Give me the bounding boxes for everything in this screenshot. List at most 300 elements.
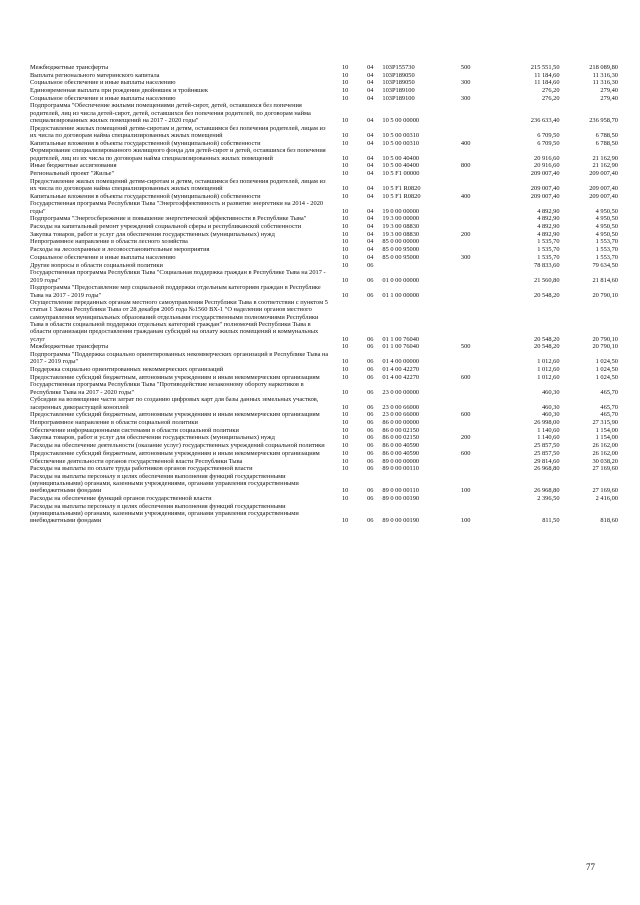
row-name: Социальное обеспечение и иные выплаты населению xyxy=(30,79,176,87)
row-amount-year2: 79 634,50 xyxy=(592,261,618,269)
row-name: Региональный проект "Жилье" xyxy=(30,170,115,178)
row-section: 10 xyxy=(341,419,349,427)
row-target-article: 103P155730 xyxy=(382,64,415,71)
row-section: 10 xyxy=(341,132,349,140)
row-amount-year1: 78 833,60 xyxy=(534,261,560,269)
row-amount-year2: 1 024,50 xyxy=(595,366,618,374)
row-expense-type xyxy=(461,223,499,231)
row-subsection: 04 xyxy=(367,94,374,102)
row-name: Государственная программа Республики Тыва "Противодействие незаконному обороту наркотиков в Республике Тыва на 2017 - 2020 годы" xyxy=(30,381,304,396)
row-target-article: 86 0 00 40590 xyxy=(382,442,420,450)
row-section: 10 xyxy=(341,215,349,223)
row-amount-year2: 27 169,60 xyxy=(592,465,618,473)
row-name: Предоставление субсидий бюджетным, автономным учреждениям и иным некоммерческим организациям xyxy=(30,449,320,457)
row-expense-type xyxy=(461,87,499,95)
row-amount-year2: 279,40 xyxy=(600,94,618,102)
row-subsection: 06 xyxy=(367,358,374,366)
row-section: 10 xyxy=(341,411,349,419)
table-row xyxy=(30,411,618,419)
row-expense-type xyxy=(461,427,499,435)
row-target-article: 23 0 00 66000 xyxy=(382,403,420,411)
table-row xyxy=(30,223,618,231)
row-amount-year1: 11 184,60 xyxy=(534,71,560,79)
row-name: Закупка товаров, работ и услуг для обеспечения государственных (муниципальных) нужд xyxy=(30,230,275,238)
row-expense-type xyxy=(461,215,499,223)
row-expense-type xyxy=(461,381,499,396)
row-amount-year1: 20 548,20 xyxy=(534,343,560,351)
row-subsection: 04 xyxy=(367,185,374,193)
row-amount-year2: 1 553,70 xyxy=(595,246,618,254)
row-section: 10 xyxy=(341,434,349,442)
row-section: 10 xyxy=(341,276,349,284)
row-amount-year2: 465,70 xyxy=(600,411,618,419)
row-amount-year2: 27 169,60 xyxy=(592,487,618,495)
row-subsection: 06 xyxy=(367,517,374,525)
row-amount-year1: 460,30 xyxy=(541,388,560,396)
row-expense-type xyxy=(461,495,499,503)
row-section: 10 xyxy=(341,403,349,411)
row-target-article: 89 0 00 00190 xyxy=(382,495,420,503)
row-subsection: 06 xyxy=(367,442,374,450)
table-row xyxy=(30,495,618,503)
table-row xyxy=(30,419,618,427)
row-section: 10 xyxy=(341,71,349,79)
row-subsection: 06 xyxy=(367,403,374,411)
row-amount-year1: 11 184,60 xyxy=(534,79,560,87)
row-expense-type xyxy=(461,170,499,178)
row-section: 10 xyxy=(341,207,349,215)
row-amount-year2: 1 154,00 xyxy=(595,434,618,442)
row-name: Осуществление переданных органам местного самоуправления Республики Тыва в соответствии с пунктом 5 статьи 1 Закона Республики Тыва от 28 декабря 2005 года №1560 ВХ-1 "О наделении органов местного самоуправления муниципальных образований отдельными государственными полномочиями Республики Тыва в области социальной поддержки отдельных категорий граждан" полномочий Республики Тыва в области организации предоставления гражданам субсидий на оплату жилых помещений и коммунальных услуг xyxy=(30,299,328,343)
row-expense-type xyxy=(461,284,499,299)
row-section: 10 xyxy=(341,253,349,261)
table-row xyxy=(30,87,618,95)
row-section: 10 xyxy=(341,517,349,525)
row-expense-type: 200 xyxy=(460,434,471,442)
row-section: 10 xyxy=(341,449,349,457)
row-name: Предоставление субсидий бюджетным, автономным учреждениям и иным некоммерческим организациям xyxy=(30,373,320,381)
table-row xyxy=(30,147,618,162)
row-subsection: 04 xyxy=(367,132,374,140)
row-subsection: 04 xyxy=(367,162,374,170)
row-amount-year1: 20 548,20 xyxy=(534,291,560,299)
row-target-article: 10 5 00 40400 xyxy=(382,162,420,170)
row-section: 10 xyxy=(341,358,349,366)
table-row xyxy=(30,178,618,193)
row-name: Расходы на капитальный ремонт учреждений социальной сферы и республиканской собственности xyxy=(30,223,302,231)
row-name: Закупка товаров, работ и услуг для обеспечения государственных (муниципальных) нужд xyxy=(30,434,275,442)
row-amount-year2: 209 007,40 xyxy=(589,170,618,178)
row-section: 10 xyxy=(341,261,349,269)
table-row xyxy=(30,102,618,124)
row-amount-year1: 276,20 xyxy=(541,94,560,102)
row-target-article: 19 3 00 08830 xyxy=(382,223,420,231)
row-section: 10 xyxy=(341,238,349,246)
row-amount-year2: 2 416,00 xyxy=(595,495,618,503)
row-subsection: 04 xyxy=(367,238,374,246)
row-amount-year2: 209 007,40 xyxy=(589,185,618,193)
table-row xyxy=(30,465,618,473)
row-target-article: 23 0 00 66000 xyxy=(382,411,420,419)
table-row xyxy=(30,64,618,72)
row-amount-year1: 1 535,70 xyxy=(537,238,560,246)
row-amount-year2: 4 950,50 xyxy=(595,215,618,223)
row-expense-type: 300 xyxy=(460,94,471,102)
row-amount-year1: 460,30 xyxy=(541,411,560,419)
row-section: 10 xyxy=(341,79,349,87)
row-subsection: 04 xyxy=(367,79,374,87)
table-row xyxy=(30,238,618,246)
row-target-article: 86 0 00 02150 xyxy=(382,426,420,434)
row-amount-year1: 1 012,60 xyxy=(537,358,560,366)
row-target-article: 10 5 00 00000 xyxy=(382,117,420,125)
row-amount-year2: 4 950,50 xyxy=(595,223,618,231)
row-target-article: 10 5 F1 R0820 xyxy=(382,192,421,200)
row-target-article: 01 4 00 42270 xyxy=(382,373,420,381)
row-subsection: 06 xyxy=(367,487,374,495)
row-target-article: 19 3 00 00000 xyxy=(382,215,420,223)
row-name: Государственная программа Республики Тыва "Социальная поддержка граждан в Республике Тыва на 2017 - 2019 годы" xyxy=(30,269,326,284)
row-name: Расходы на лесоохранные и лесовосстановительные мероприятия xyxy=(30,246,210,254)
row-section: 10 xyxy=(341,465,349,473)
row-expense-type xyxy=(461,351,499,366)
row-expense-type: 500 xyxy=(460,64,471,71)
row-expense-type xyxy=(461,125,499,140)
row-amount-year2: 20 790,10 xyxy=(592,343,618,351)
row-subsection: 04 xyxy=(367,87,374,95)
row-amount-year2: 1 024,50 xyxy=(595,358,618,366)
row-amount-year1: 1 012,60 xyxy=(537,366,560,374)
row-section: 10 xyxy=(341,230,349,238)
row-amount-year2: 11 316,30 xyxy=(592,79,618,87)
row-target-article: 86 0 00 00000 xyxy=(382,419,420,427)
row-amount-year2: 279,40 xyxy=(600,87,618,95)
row-name: Другие вопросы в области социальной политики xyxy=(30,261,163,269)
row-amount-year1: 209 007,40 xyxy=(530,185,560,193)
row-section: 10 xyxy=(341,373,349,381)
row-amount-year2: 11 316,30 xyxy=(592,71,618,79)
row-subsection: 06 xyxy=(367,449,374,457)
row-subsection: 06 xyxy=(367,419,374,427)
row-subsection: 04 xyxy=(367,230,374,238)
row-section: 10 xyxy=(341,87,349,95)
row-amount-year1: 811,50 xyxy=(542,517,560,525)
row-name: Поддержка социально ориентированных некоммерческих организаций xyxy=(30,366,224,374)
row-subsection: 06 xyxy=(367,388,374,396)
row-amount-year2: 1 024,50 xyxy=(595,373,618,381)
row-target-article: 23 0 00 00000 xyxy=(382,388,420,396)
row-target-article: 10 5 F1 R0820 xyxy=(382,185,421,193)
row-subsection: 04 xyxy=(367,192,374,200)
row-name: Формирование специализированного жилищного фонда для детей-сирот и детей, оставшихся без попечения родителей, лиц из их числа по договорам найма специализированных жилых помещений xyxy=(30,147,326,162)
row-subsection: 06 xyxy=(367,495,374,503)
row-name: Обеспечение информационными системами в области социальной политики xyxy=(30,426,239,434)
row-name: Социальное обеспечение и иные выплаты населению xyxy=(30,253,176,261)
row-name: Выплата регионального материнского капитала xyxy=(30,71,160,79)
table-row xyxy=(30,254,618,262)
row-section: 10 xyxy=(341,162,349,170)
row-subsection: 04 xyxy=(367,71,374,79)
table-row xyxy=(30,343,618,351)
row-amount-year1: 236 633,40 xyxy=(530,117,560,125)
table-row xyxy=(30,215,618,223)
table-row xyxy=(30,299,618,343)
row-amount-year2: 21 162,90 xyxy=(592,162,618,170)
row-name: Предоставление субсидий бюджетным, автономным учреждениям и иным некоммерческим организациям xyxy=(30,411,320,419)
row-section: 10 xyxy=(341,246,349,254)
row-expense-type: 600 xyxy=(460,449,471,457)
row-amount-year2: 465,70 xyxy=(600,388,618,396)
table-row xyxy=(30,140,618,148)
row-target-article: 19 3 00 08830 xyxy=(382,230,420,238)
row-target-article: 01 4 00 42270 xyxy=(382,366,420,374)
row-expense-type: 500 xyxy=(460,343,471,351)
row-target-article: 85 0 00 00000 xyxy=(382,238,420,246)
budget-table xyxy=(30,64,618,525)
row-amount-year2: 1 154,00 xyxy=(595,426,618,434)
table-row xyxy=(30,396,618,411)
row-section: 10 xyxy=(341,170,349,178)
table-row xyxy=(30,434,618,442)
table-row xyxy=(30,262,618,270)
table-row xyxy=(30,170,618,178)
row-amount-year2: 465,70 xyxy=(600,403,618,411)
row-amount-year1: 209 007,40 xyxy=(530,170,560,178)
table-row xyxy=(30,269,618,284)
row-section: 10 xyxy=(341,442,349,450)
row-subsection: 06 xyxy=(367,434,374,442)
row-name: Межбюджетные трансферты xyxy=(30,343,109,351)
row-target-article: 86 0 00 02150 xyxy=(382,434,420,442)
row-name: Расходы на выплаты персоналу в целях обеспечения выполнения функций государственными (муниципальными) органами, казенными учреждениями, органами управления государственными внебюджетными фондами xyxy=(30,502,299,525)
row-target-article: 86 0 00 40590 xyxy=(382,449,420,457)
row-name: Социальное обеспечение и иные выплаты населению xyxy=(30,94,176,102)
row-section: 10 xyxy=(341,487,349,495)
row-amount-year1: 25 857,50 xyxy=(534,442,560,450)
row-section: 10 xyxy=(341,343,349,351)
row-subsection: 04 xyxy=(367,223,374,231)
row-amount-year1: 1 535,70 xyxy=(537,246,560,254)
row-name: Государственная программа Республики Тыва "Энергоэффективность и развитие энергетики на 2014 - 2020 годы" xyxy=(30,200,324,215)
row-amount-year1: 26 998,00 xyxy=(534,419,560,427)
row-amount-year2: 26 162,00 xyxy=(592,442,618,450)
row-subsection: 04 xyxy=(367,170,374,178)
row-target-article: 19 0 00 00000 xyxy=(382,207,420,215)
row-name: Субсидии на возмещение части затрат по созданию цифровых карт для базы данных земельных участков, засеренных дикорастущей коноплей xyxy=(30,396,319,411)
row-target-article xyxy=(382,262,461,270)
row-section: 10 xyxy=(341,117,349,125)
row-amount-year1: 4 892,90 xyxy=(537,223,560,231)
table-row xyxy=(30,450,618,458)
row-name: Единовременная выплата при рождении двойняшек и тройняшек xyxy=(30,87,209,95)
row-expense-type: 400 xyxy=(460,192,471,200)
table-row xyxy=(30,351,618,366)
row-name: Капитальные вложения в объекты государственной (муниципальной) собственности xyxy=(30,139,261,147)
row-amount-year2: 218 089,80 xyxy=(589,64,618,71)
row-section: 10 xyxy=(341,495,349,503)
row-amount-year1: 25 857,50 xyxy=(534,449,560,457)
row-amount-year1: 1 140,60 xyxy=(537,434,560,442)
row-section: 10 xyxy=(341,388,349,396)
row-section: 10 xyxy=(341,154,349,162)
row-name: Подпрограмма "Энергосбережение и повышение энергетической эффективности в Республике Тыва" xyxy=(30,215,307,223)
row-expense-type xyxy=(461,246,499,254)
row-name: Подпрограмма "Предоставление мер социальной поддержки отдельным категориям граждан в Республике Тыва на 2017 - 2019 годы" xyxy=(30,284,321,299)
row-amount-year1: 29 814,60 xyxy=(534,457,560,465)
row-subsection: 06 xyxy=(367,465,374,473)
row-target-article: 103P189100 xyxy=(382,87,415,95)
row-expense-type xyxy=(461,465,499,473)
row-subsection: 04 xyxy=(367,207,374,215)
row-amount-year1: 20 916,60 xyxy=(534,154,560,162)
row-expense-type xyxy=(461,238,499,246)
row-subsection: 04 xyxy=(367,215,374,223)
row-name: Предоставление жилых помещений детям-сиротам и детям, оставшимся без попечения родителей, лицам из их числа по договорам найма специализированных жилых помещений xyxy=(30,177,326,193)
row-target-article: 89 0 00 00110 xyxy=(382,465,419,473)
budget-table-body xyxy=(30,64,618,525)
row-expense-type xyxy=(461,200,499,215)
row-name: Расходы на обеспечение функций органов государственной власти xyxy=(30,495,212,503)
row-section: 10 xyxy=(341,223,349,231)
row-subsection: 06 xyxy=(367,343,374,351)
row-target-article: 01 0 00 00000 xyxy=(382,276,420,284)
row-expense-type xyxy=(461,458,499,466)
row-amount-year2: 26 162,00 xyxy=(592,449,618,457)
row-name: Непрограммное направление в области социальной политики xyxy=(30,419,198,427)
row-target-article: 89 0 00 00000 xyxy=(382,457,420,465)
row-amount-year1: 6 709,50 xyxy=(537,132,560,140)
row-subsection: 06 xyxy=(367,457,374,465)
row-subsection: 06 xyxy=(367,411,374,419)
row-amount-year1: 4 892,90 xyxy=(537,230,560,238)
row-expense-type: 400 xyxy=(460,139,471,147)
table-row xyxy=(30,125,618,140)
row-amount-year1: 276,20 xyxy=(541,87,560,95)
table-row xyxy=(30,442,618,450)
row-amount-year2: 30 038,20 xyxy=(592,457,618,465)
row-expense-type: 300 xyxy=(460,79,471,87)
row-expense-type xyxy=(461,178,499,193)
row-amount-year2: 818,60 xyxy=(600,517,618,525)
row-name: Непрограммное направление в области лесного хозяйства xyxy=(30,238,188,246)
row-amount-year2: 1 553,70 xyxy=(595,238,618,246)
row-expense-type: 600 xyxy=(460,373,471,381)
row-expense-type: 100 xyxy=(460,517,471,525)
row-amount-year2: 20 790,10 xyxy=(592,291,618,299)
row-amount-year1: 20 916,60 xyxy=(534,162,560,170)
row-expense-type: 300 xyxy=(460,253,471,261)
table-row xyxy=(30,284,618,299)
row-amount-year1: 1 535,70 xyxy=(537,253,560,261)
row-section: 10 xyxy=(341,426,349,434)
row-target-article: 103P189100 xyxy=(382,94,415,102)
row-name: Подпрограмма "Поддержка социально ориентированных некоммерческих организаций в Республике Тыва на 2017 - 2019 годы" xyxy=(30,351,329,366)
row-amount-year2: 21 814,60 xyxy=(592,276,618,284)
page-number: 77 xyxy=(586,862,595,872)
row-expense-type xyxy=(461,147,499,162)
row-target-article: 01 1 00 00000 xyxy=(382,291,420,299)
table-row xyxy=(30,458,618,466)
row-subsection: 04 xyxy=(367,117,374,125)
table-row xyxy=(30,193,618,201)
row-name: Расходы на выплаты по оплате труда работников органов государственной власти xyxy=(30,465,253,473)
row-amount-year1: 460,30 xyxy=(541,403,560,411)
row-amount-year1: 6 709,50 xyxy=(537,139,560,147)
row-expense-type xyxy=(461,299,499,343)
row-amount-year1: 21 560,80 xyxy=(534,276,560,284)
table-row xyxy=(30,427,618,435)
table-row xyxy=(30,231,618,239)
row-subsection: 04 xyxy=(367,253,374,261)
row-expense-type xyxy=(461,269,499,284)
row-expense-type xyxy=(461,262,499,270)
row-expense-type xyxy=(461,102,499,124)
table-row xyxy=(30,79,618,87)
row-section: 10 xyxy=(341,192,349,200)
table-row xyxy=(30,503,618,525)
row-amount-year2: 6 788,50 xyxy=(595,139,618,147)
row-target-article: 10 5 00 40400 xyxy=(382,154,420,162)
row-amount-year1: 215 551,50 xyxy=(530,64,560,71)
row-name: Предоставление жилых помещений детям-сиротам и детям, оставшимся без попечения родителей, лицам из их числа по договорам найма специализированных жилых помещений xyxy=(30,124,326,140)
row-subsection: 06 xyxy=(367,276,374,284)
row-name: Расходы на выплаты персоналу в целях обеспечения выполнения функций государственными (муниципальными) органами, казенными учреждениями, органами управления государственными внебюджетными фондами xyxy=(30,472,299,495)
row-name: Межбюджетные трансферты xyxy=(30,64,109,71)
row-target-article: 103P189050 xyxy=(382,71,415,79)
row-amount-year2: 4 950,50 xyxy=(595,207,618,215)
row-amount-year1: 1 012,60 xyxy=(537,373,560,381)
row-target-article: 89 0 00 00190 xyxy=(382,517,420,525)
row-amount-year1: 4 892,90 xyxy=(537,215,560,223)
table-row xyxy=(30,473,618,495)
row-amount-year2: 20 790,10 xyxy=(592,335,618,343)
table-row xyxy=(30,95,618,103)
row-amount-year2: 21 162,90 xyxy=(592,154,618,162)
row-target-article: 01 4 00 00000 xyxy=(382,358,420,366)
row-subsection: 06 xyxy=(367,291,374,299)
row-name: Капитальные вложения в объекты государственной (муниципальной) собственности xyxy=(30,192,261,200)
row-target-article: 10 5 00 00310 xyxy=(382,139,420,147)
row-amount-year2: 209 007,40 xyxy=(589,192,618,200)
row-section: 10 xyxy=(341,366,349,374)
row-expense-type: 800 xyxy=(460,162,471,170)
row-target-article: 10 5 00 00310 xyxy=(382,132,420,140)
row-section: 10 xyxy=(341,335,349,343)
row-section: 10 xyxy=(341,139,349,147)
row-amount-year1: 26 968,80 xyxy=(534,487,560,495)
table-row xyxy=(30,162,618,170)
row-expense-type xyxy=(461,442,499,450)
row-section: 10 xyxy=(341,291,349,299)
row-expense-type xyxy=(461,396,499,411)
row-amount-year2: 4 950,50 xyxy=(595,230,618,238)
table-row xyxy=(30,72,618,80)
row-amount-year2: 236 958,70 xyxy=(589,117,618,125)
row-subsection: 06 xyxy=(367,366,374,374)
row-target-article: 85 0 00 95000 xyxy=(382,246,420,254)
row-amount-year1: 209 007,40 xyxy=(530,192,560,200)
row-target-article: 01 1 00 76040 xyxy=(382,343,420,351)
row-amount-year2: 6 788,50 xyxy=(595,132,618,140)
table-row xyxy=(30,200,618,215)
row-target-article: 89 0 00 00110 xyxy=(382,487,419,495)
table-row xyxy=(30,374,618,382)
row-expense-type xyxy=(461,366,499,374)
row-subsection: 06 xyxy=(367,373,374,381)
row-section: 10 xyxy=(341,64,349,71)
row-subsection: 04 xyxy=(367,246,374,254)
row-subsection: 04 xyxy=(367,154,374,162)
